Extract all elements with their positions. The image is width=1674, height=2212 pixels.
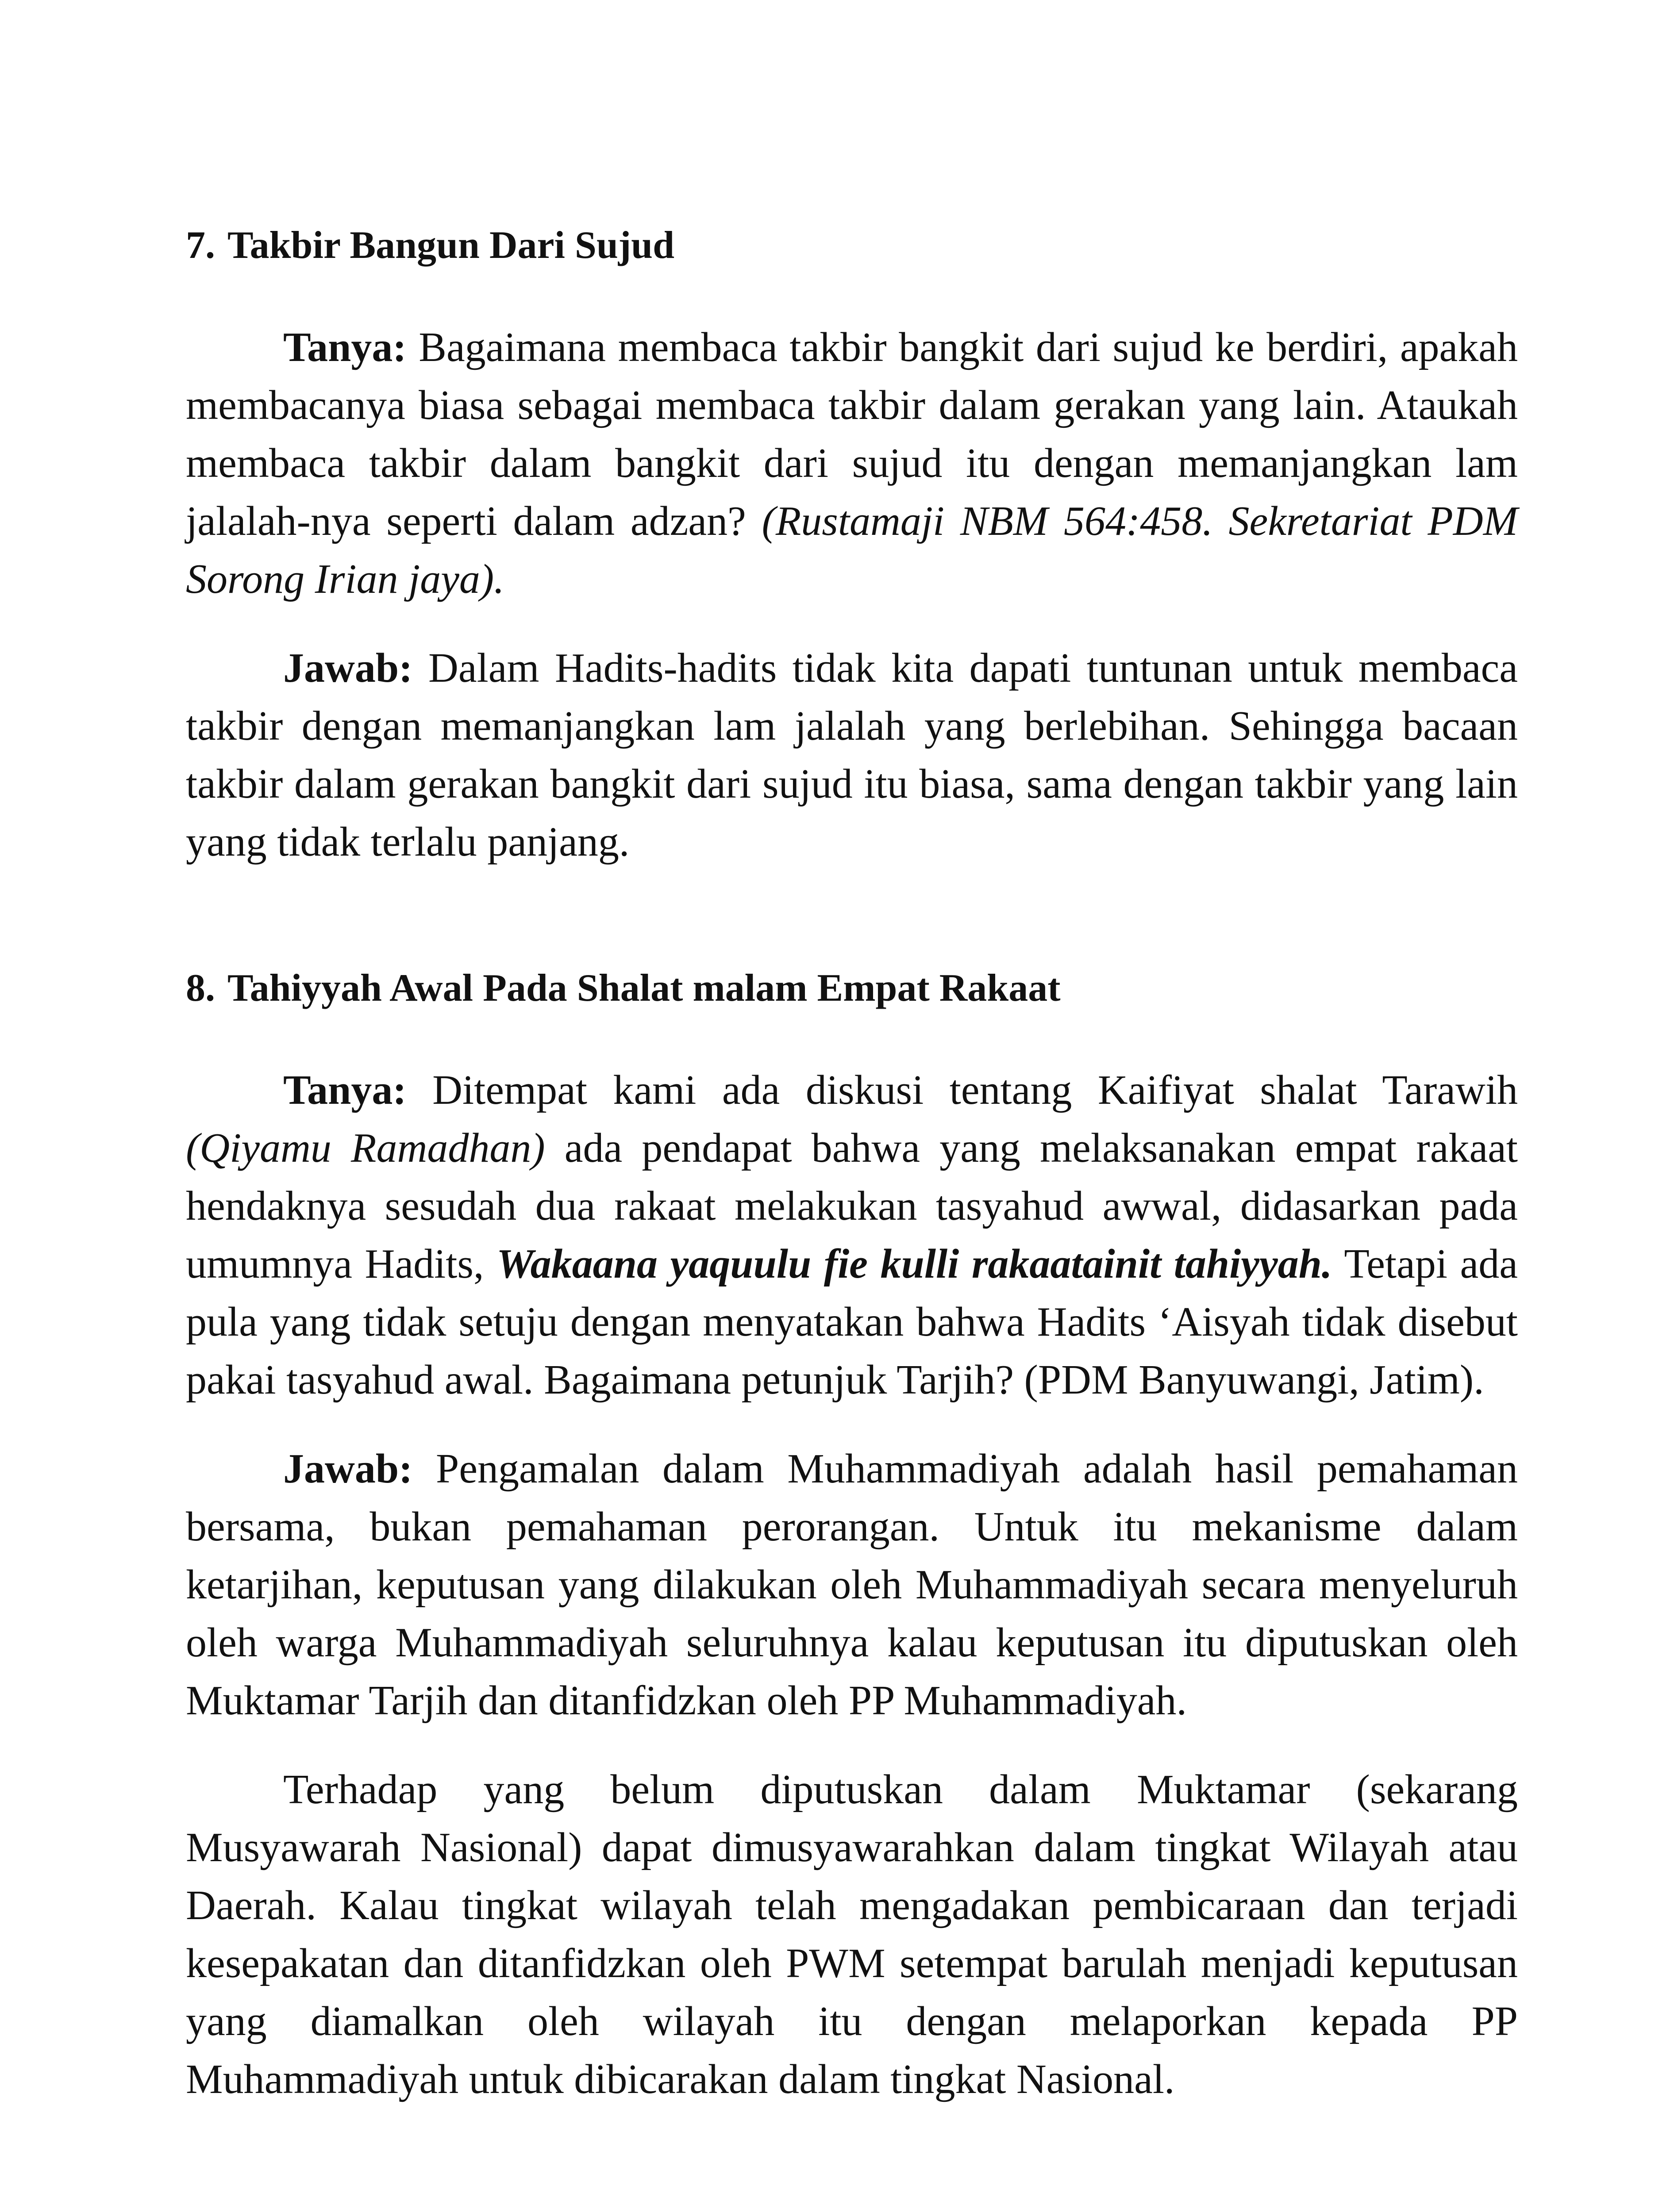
question-text-part-3: Tetapi ada pula yang tidak setuju dengan menyatakan bahwa Hadits ‘Aisyah tidak disebut pakai tasyahud awal. Bagaimana petunjuk Tarjih? (PDM Banyuwangi, Jatim).: [186, 1241, 1518, 1403]
question-text: Bagaimana membaca takbir bangkit dari sujud ke berdiri, apakah membacanya biasa sebagai membaca takbir dalam gerakan yang lain. Ataukah membaca takbir dalam bangkit dari sujud itu dengan memanjangkan lam jalalah-nya seperti dalam adzan?: [186, 324, 1518, 544]
question-text-part-1: Ditempat kami ada diskusi tentang Kaifiyat shalat Tarawih: [432, 1067, 1518, 1113]
section-number: 7.: [186, 224, 215, 267]
question-italic-hadith-quote: Wakaana yaquulu fie kulli rakaatainit tahiyyah.: [496, 1241, 1332, 1287]
section-title: Tahiyyah Awal Pada Shalat malam Empat Rakaat: [227, 967, 1061, 1010]
answer-label: Jawab:: [283, 1446, 413, 1492]
section-8-answer-continued: [186, 1761, 1518, 2108]
answer-text: Pengamalan dalam Muhammadiyah adalah hasil pemahaman bersama, bukan pemahaman perorangan. Untuk itu mekanisme dalam ketarjihan, keputusan yang dilakukan oleh Muhammadiyah secara menyeluruh oleh warga Muhammadiyah seluruhnya kalau keputusan itu diputuskan oleh Muktamar Tarjih dan ditanfidzkan oleh PP Muhammadiyah.: [186, 1446, 1518, 1724]
question-italic-qiyamu-ramadhan: (Qiyamu Ramadhan): [186, 1125, 545, 1171]
section-8-heading: [186, 964, 1518, 1013]
section-7-question: [186, 319, 1518, 608]
section-7-answer: [186, 639, 1518, 871]
question-label: Tanya:: [283, 1067, 407, 1113]
question-label: Tanya:: [283, 324, 407, 370]
page-content: [186, 221, 1518, 2108]
section-8-question: [186, 1061, 1518, 1409]
section-7-heading: [186, 221, 1518, 270]
answer-label: Jawab:: [283, 645, 413, 691]
question-source: (Rustamaji NBM 564:458. Sekretariat PDM Sorong Irian jaya).: [186, 498, 1518, 602]
question-text-part-2: ada pendapat bahwa yang melaksanakan empat rakaat hendaknya sesudah dua rakaat melakukan tasyahud awwal, didasarkan pada umumnya Hadits,: [186, 1125, 1518, 1287]
answer-text-continued: Terhadap yang belum diputuskan dalam Muktamar (sekarang Musyawarah Nasional) dapat dimusyawarahkan dalam tingkat Wilayah atau Daerah. Kalau tingkat wilayah telah mengadakan pembicaraan dan terjadi kesepakatan dan ditanfidzkan oleh PWM setempat barulah menjadi keputusan yang diamalkan oleh wilayah itu dengan melaporkan kepada PP Muhammadiyah untuk dibicarakan dalam tingkat Nasional.: [186, 1767, 1518, 2102]
answer-text: Dalam Hadits-hadits tidak kita dapati tuntunan untuk membaca takbir dengan memanjangkan lam jalalah yang berlebihan. Sehingga bacaan takbir dalam gerakan bangkit dari sujud itu biasa, sama dengan takbir yang lain yang tidak terlalu panjang.: [186, 645, 1518, 865]
section-number: 8.: [186, 967, 215, 1010]
section-title: Takbir Bangun Dari Sujud: [227, 224, 675, 267]
section-8-answer: [186, 1440, 1518, 1730]
